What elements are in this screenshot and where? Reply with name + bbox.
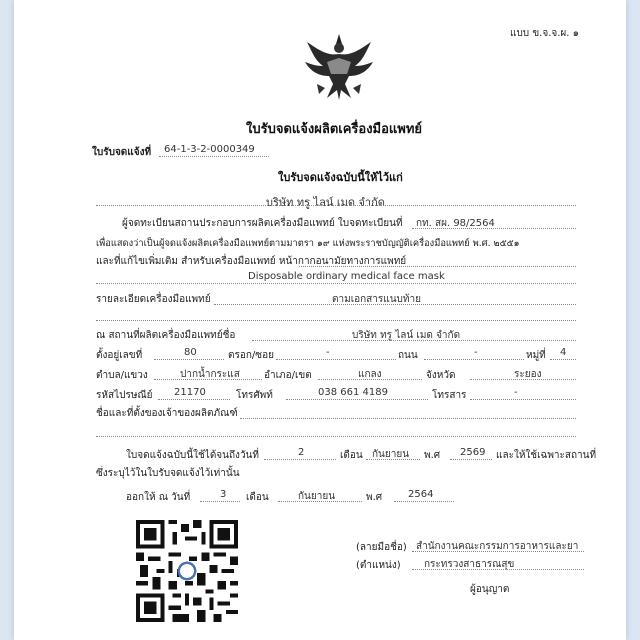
document-title: ใบรับจดแจ้งผลิตเครื่องมือแพทย์: [246, 122, 423, 137]
phone-value: 038 661 4189: [318, 387, 388, 398]
validity-text-3: ซึ่งระบุไว้ในใบรับจดแจ้งไว้เท่านั้น: [96, 468, 240, 479]
subdistrict-label: ตำบล/แขวง: [96, 370, 148, 381]
validity-day: 2: [298, 447, 305, 458]
moo-label: หมู่ที่: [526, 350, 546, 361]
province-label: จังหวัด: [426, 370, 456, 381]
receipt-label: ใบรับจดแจ้งที่: [92, 147, 152, 158]
fax-value: -: [514, 387, 518, 398]
address-no: 80: [184, 347, 197, 358]
position-label: (ตำแหน่ง): [356, 560, 401, 571]
details-value: ตามเอกสารแนบท้าย: [332, 294, 421, 305]
registration-text: ผู้จดทะเบียนสถานประกอบการผลิตเครื่องมือแพทย์ ใบจดทะเบียนที่: [122, 218, 403, 229]
postcode-label: รหัสไปรษณีย์: [96, 390, 153, 401]
registration-number: กท. สผ. 98/2564: [416, 218, 495, 229]
authority-role: ผู้อนุญาต: [470, 584, 510, 595]
district-value: แกลง: [358, 369, 382, 380]
moo-value: 4: [560, 347, 567, 358]
district-label: อำเภอ/เขต: [264, 370, 312, 381]
position-value: กระทรวงสาธารณสุข: [424, 559, 515, 570]
alley-value: -: [326, 347, 330, 358]
signature-label: (ลายมือชื่อ): [356, 542, 407, 553]
law-text: เพื่อแสดงว่าเป็นผู้จดแจ้งผลิตเครื่องมือแพทย์ตามมาตรา ๑๙ แห่งพระราชบัญญัติเครื่องมือแพทย์ พ.ศ. ๒๕๕๑: [96, 238, 520, 249]
company-name: บริษัท ทรู ไลน์ เมด จำกัด: [266, 196, 385, 209]
subtitle: ใบรับจดแจ้งฉบับนี้ให้ไว้แก่: [278, 171, 403, 184]
validity-text-2: และให้ใช้เฉพาะสถานที่: [496, 450, 597, 461]
subdistrict-value: ปากน้ำกระแส: [180, 369, 240, 380]
alley-label: ตรอก/ซอย: [228, 350, 274, 361]
validity-year: 2569: [460, 447, 486, 458]
validity-month-label: เดือน: [340, 450, 363, 461]
province-value: ระยอง: [514, 369, 542, 380]
site-name: บริษัท ทรู ไลน์ เมด จำกัด: [352, 330, 461, 341]
validity-month: กันยายน: [372, 449, 410, 460]
issued-year-label: พ.ศ: [366, 492, 383, 503]
qr-code: [136, 520, 238, 622]
postcode-value: 21170: [174, 387, 206, 398]
issued-day: 3: [220, 489, 227, 500]
site-label: ณ สถานที่ผลิตเครื่องมือแพทย์ชื่อ: [96, 330, 236, 341]
road-label: ถนน: [398, 350, 418, 361]
issued-label: ออกให้ ณ วันที่: [126, 492, 191, 503]
phone-label: โทรศัพท์: [236, 390, 273, 401]
product-name-en: Disposable ordinary medical face mask: [248, 271, 445, 282]
address-no-label: ตั้งอยู่เลขที่: [96, 350, 143, 361]
validity-year-label: พ.ศ: [424, 450, 441, 461]
form-code: แบบ ข.จ.จ.ผ. ๑: [510, 28, 579, 39]
validity-text: ใบจดแจ้งฉบับนี้ใช้ได้จนถึงวันที่: [126, 450, 259, 461]
document-page: [14, 0, 626, 640]
amend-text: และที่แก้ไขเพิ่มเติม สำหรับเครื่องมือแพทย์ หน้ากากอนามัยทางการแพทย์: [96, 256, 407, 267]
issued-year: 2564: [408, 489, 434, 500]
owner-label: ชื่อและที่ตั้งของเจ้าของผลิตภัณฑ์: [96, 408, 238, 419]
details-label: รายละเอียดเครื่องมือแพทย์: [96, 294, 211, 305]
issued-month-label: เดือน: [246, 492, 269, 503]
signature-value: สำนักงานคณะกรรมการอาหารและยา: [416, 541, 579, 552]
road-value: -: [474, 347, 478, 358]
fax-label: โทรสาร: [432, 390, 467, 401]
garuda-emblem: [297, 28, 381, 106]
issued-month: กันยายน: [298, 491, 336, 502]
receipt-number: 64-1-3-2-0000349: [164, 144, 255, 155]
